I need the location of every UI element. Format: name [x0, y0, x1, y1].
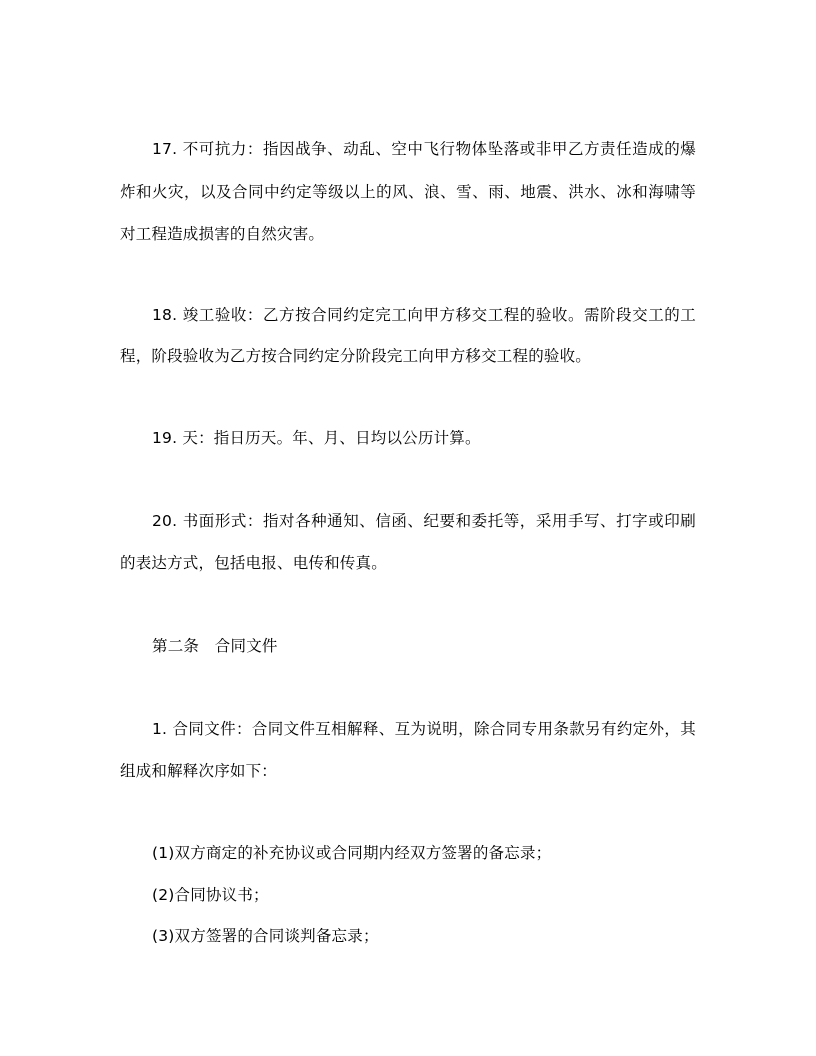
item-17-line-3: 对工程造成损害的自然灾害。	[120, 225, 325, 243]
clause-1-line-1: 1. 合同文件：合同文件互相解释、互为说明，除合同专用条款另有约定外，其	[152, 720, 696, 738]
order-list-item-2: (2)合同协议书；	[152, 886, 269, 904]
item-20-line-1: 20. 书面形式：指对各种通知、信函、纪要和委托等，采用手写、打字或印刷	[152, 512, 696, 530]
item-19-line-1: 19. 天：指日历天。年、月、日均以公历计算。	[152, 429, 481, 447]
item-17-line-2: 炸和火灾，以及合同中约定等级以上的风、浪、雪、雨、地震、洪水、冰和海啸等	[120, 183, 696, 201]
clause-1-line-2: 组成和解释次序如下：	[120, 762, 278, 780]
item-18-line-1: 18. 竣工验收：乙方按合同约定完工向甲方移交工程的验收。需阶段交工的工	[152, 306, 696, 324]
order-list-item-1: (1)双方商定的补充协议或合同期内经双方签署的备忘录；	[152, 844, 552, 862]
item-18-line-2: 程，阶段验收为乙方按合同约定分阶段完工向甲方移交工程的验收。	[120, 347, 592, 365]
order-list-item-3: (3)双方签署的合同谈判备忘录；	[152, 927, 379, 945]
item-20-line-2: 的表达方式，包括电报、电传和传真。	[120, 554, 387, 572]
section-heading: 第二条 合同文件	[152, 637, 278, 655]
item-17-line-1: 17. 不可抗力：指因战争、动乱、空中飞行物体坠落或非甲乙方责任造成的爆	[152, 140, 696, 158]
